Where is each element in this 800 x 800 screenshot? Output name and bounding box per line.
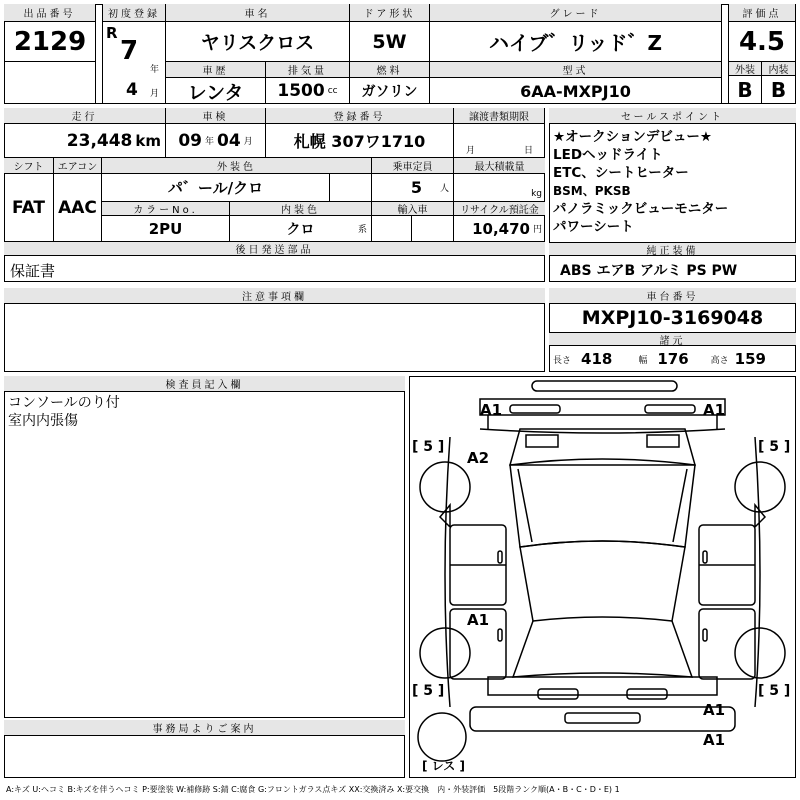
transfer-day-unit: 日	[524, 146, 534, 156]
mark-a1-mid: A1	[467, 611, 490, 629]
chassis-value: MXPJ10-3169048	[581, 307, 764, 329]
inspector-notes	[8, 394, 120, 430]
aircon-value: AAC	[54, 174, 102, 242]
mileage-unit: km	[135, 131, 161, 150]
ext-color-value: パ゛ール/クロ	[102, 174, 330, 202]
dims-length: 418	[581, 350, 613, 368]
mileage-cell	[4, 124, 166, 158]
dims-height-label: 高さ	[710, 355, 729, 366]
score-int-label: 内装	[762, 62, 796, 76]
mark-a1-top-right: A1	[703, 401, 726, 419]
inspector-label: 検査員記入欄	[4, 376, 405, 392]
model-label: 型式	[430, 62, 722, 78]
plate-value: 札幌 307ワ1710	[266, 124, 454, 158]
grade-label: グレード	[430, 4, 722, 22]
sales-points-label: セールスポイント	[549, 108, 796, 124]
dims-row	[553, 346, 793, 372]
dims-length-label: 長さ	[553, 355, 572, 366]
lot-blank	[4, 62, 96, 104]
grade-value: ハイブ゛リッド゛Z	[430, 22, 722, 62]
max-load-cell	[454, 174, 545, 202]
import-cell-a	[372, 216, 412, 242]
dims-width-label: 幅	[638, 355, 648, 366]
history-value: レンタ	[166, 78, 266, 104]
sales-point-line: ETC、シートヒーター	[553, 165, 689, 181]
history-label: 車歴	[166, 62, 266, 78]
door-label: ドア形状	[350, 4, 430, 22]
car-outline	[410, 377, 795, 777]
ext-color-extra	[330, 174, 372, 202]
dims-height: 159	[734, 350, 766, 368]
inspection-label: 車検	[166, 108, 266, 124]
int-color-label: 内装色	[230, 202, 372, 216]
tire-rr: [ 5 ]	[758, 683, 791, 699]
equipment-value: ABS エアB アルミ PS PW	[560, 263, 738, 279]
transfer-month-unit: 月	[466, 146, 476, 156]
capacity-unit: 人	[439, 184, 449, 194]
lot-label: 出品番号	[4, 4, 96, 22]
shift-value: FAT	[4, 174, 54, 242]
capacity-cell	[372, 174, 454, 202]
aircon-label: エアコン	[54, 158, 102, 174]
import-label: 輸入車	[372, 202, 454, 216]
plate-label: 登録番号	[266, 108, 454, 124]
displacement-value: 1500	[277, 81, 325, 101]
first-reg-year: 7	[120, 36, 139, 66]
displacement-unit: cc	[327, 86, 338, 96]
inspection-month: 04	[217, 130, 241, 151]
int-color-value: クロ	[286, 221, 315, 238]
sales-points-list	[553, 128, 793, 236]
recycle-unit: 円	[532, 225, 542, 235]
sales-point-line: LEDヘッドライト	[553, 147, 663, 163]
door-value: 5W	[350, 22, 430, 62]
inspection-year: 09	[178, 130, 202, 151]
mark-a2: A2	[467, 449, 490, 467]
first-reg-month: 4	[126, 80, 138, 100]
office-label: 事務局よりご案内	[4, 720, 405, 736]
color-no-label: カラーNo.	[102, 202, 230, 216]
tire-spare: [ レス ]	[422, 759, 465, 773]
score-ext-label: 外装	[728, 62, 762, 76]
later-parts-value: 保証書	[10, 261, 56, 280]
mark-a1-right: A1	[703, 701, 726, 719]
score-value: 4.5	[728, 22, 796, 62]
lot-divider	[4, 22, 96, 62]
fuel-value: ガソリン	[350, 78, 430, 104]
ext-color-label: 外装色	[102, 158, 372, 174]
recycle-cell	[454, 216, 545, 242]
inspector-line: コンソールのり付	[8, 395, 120, 411]
score-label: 評価点	[728, 4, 796, 22]
chassis-label: 車台番号	[549, 288, 796, 304]
mark-a1-top-left: A1	[480, 401, 503, 419]
score-int-value: B	[762, 76, 796, 104]
sales-point-line: パノラミックビューモニター	[553, 201, 729, 217]
inspector-line: 室内内張傷	[8, 413, 78, 429]
mileage-value: 23,448	[66, 130, 133, 151]
first-reg-month-unit: 月	[150, 89, 160, 99]
tire-rl: [ 5 ]	[412, 683, 445, 699]
displacement-label: 排気量	[266, 62, 350, 78]
recycle-value: 10,470	[472, 219, 530, 238]
dims-label: 諸元	[549, 332, 796, 346]
equipment-label: 純正装備	[549, 242, 796, 256]
shift-label: シフト	[4, 158, 54, 174]
mark-a1-bottom: A1	[703, 731, 726, 749]
score-ext-value: B	[728, 76, 762, 104]
damage-diagram	[409, 376, 796, 778]
inspection-year-unit: 年	[204, 137, 214, 147]
transfer-label: 譲渡書類期限	[454, 108, 545, 124]
int-color-cell	[230, 216, 372, 242]
notes-label: 注意事項欄	[4, 288, 545, 304]
sales-point-line: ★オークションデビュー★	[553, 129, 712, 145]
max-load-label: 最大積載量	[454, 158, 545, 174]
capacity-value: 5	[410, 178, 422, 197]
import-cell-b	[412, 216, 454, 242]
capacity-label: 乗車定員	[372, 158, 454, 174]
recycle-label: リサイクル預託金	[454, 202, 545, 216]
sales-point-line: パワーシート	[553, 219, 634, 235]
model-value: 6AA-MXPJ10	[430, 78, 722, 104]
transfer-cell	[454, 124, 545, 158]
inspection-cell	[166, 124, 266, 158]
max-load-unit: kg	[531, 189, 542, 199]
mileage-label: 走行	[4, 108, 166, 124]
inspection-month-unit: 月	[243, 137, 253, 147]
later-parts-label: 後日発送部品	[4, 242, 545, 256]
lot-number: 2129	[13, 27, 87, 57]
color-no-value: 2PU	[102, 216, 230, 242]
displacement-cell	[266, 78, 350, 104]
sales-point-line: BSM、PKSB	[553, 184, 631, 198]
dims-width: 176	[657, 350, 689, 368]
tire-fr: [ 5 ]	[758, 439, 791, 455]
first-reg-era: R	[106, 24, 118, 42]
legend: A:キズ U:ヘコミ B:キズを伴うヘコミ P:要塗装 W:補修跡 S:錆 C:腐食 G:フロントガラス点キズ XX:交換済み X:要交換 内・外装評価 5段階ランク順(A・B・C・D・E) 1	[6, 784, 620, 794]
tire-fl: [ 5 ]	[412, 439, 445, 455]
first-reg-label: 初度登録	[102, 4, 166, 22]
fuel-label: 燃料	[350, 62, 430, 78]
int-color-unit: 系	[357, 225, 367, 235]
car-name-label: 車名	[166, 4, 350, 22]
first-reg-year-unit: 年	[150, 65, 160, 75]
car-name: ヤリスクロス	[166, 22, 350, 62]
